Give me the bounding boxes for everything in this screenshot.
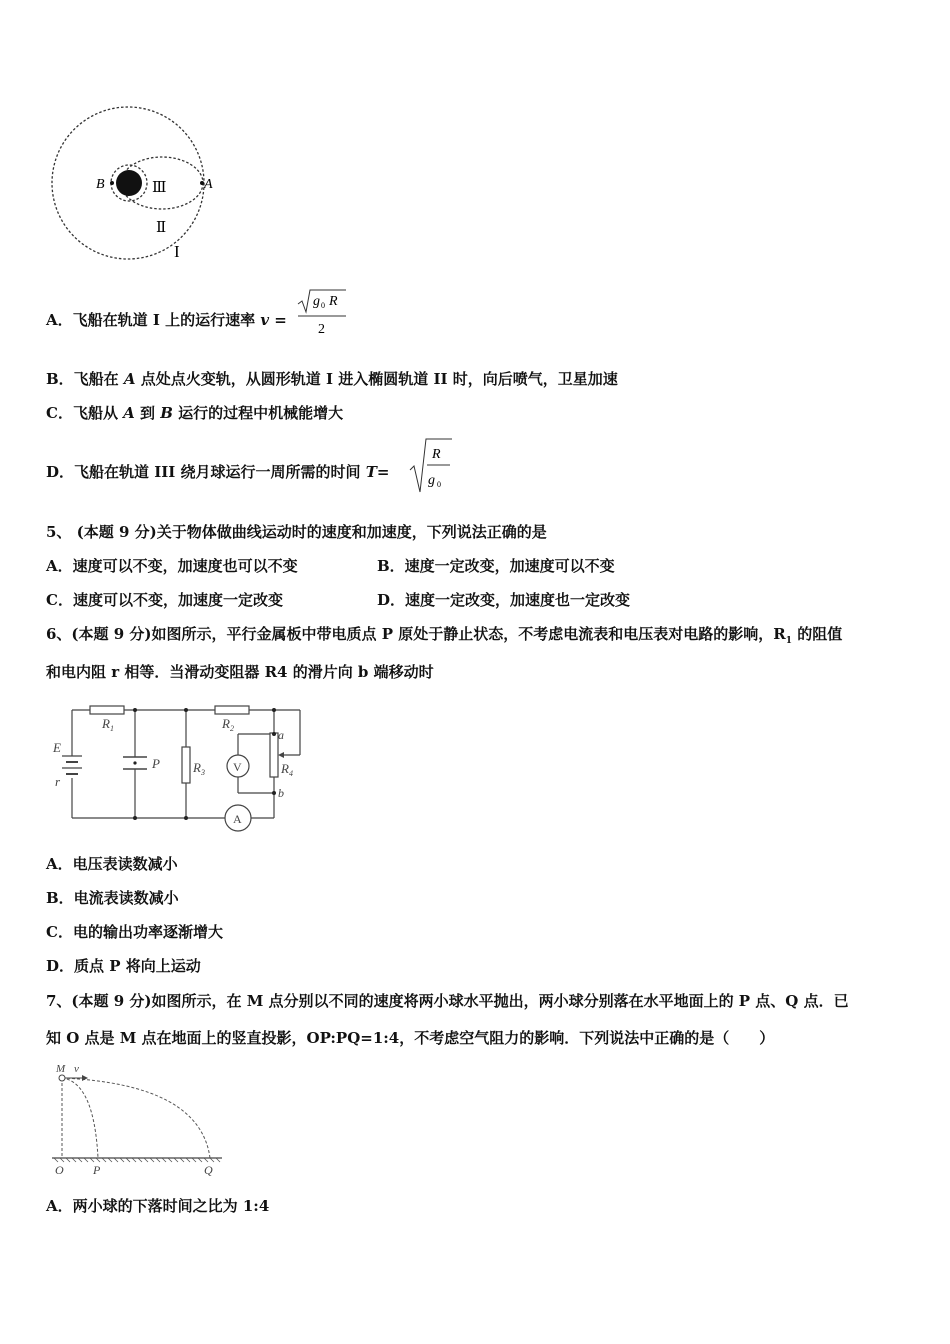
q6-option-a: A．电压表读数减小 (46, 855, 178, 873)
formula-g: g (428, 473, 435, 488)
q6-stem-line2: 和电内阻 r 相等．当滑动变阻器 R4 的滑片向 b 端移动时 (46, 663, 434, 681)
formula-g-sub: 0 (321, 301, 325, 310)
moon-body (116, 170, 142, 196)
circuit-diagram (50, 700, 310, 840)
label-q: Q (204, 1163, 213, 1177)
formula-g: g (313, 294, 320, 309)
q5-option-c: C．速度可以不变，加速度一定改变 (46, 591, 283, 609)
q7-stem-line1: 7、(本题 9 分)如图所示，在 M 点分别以不同的速度将两小球水平抛出，两小球分别落在水平地面上的 P 点、Q 点．已 (46, 992, 849, 1010)
label-A: A (204, 177, 213, 192)
label-III: Ⅲ (152, 180, 167, 196)
q4-option-a: A．飞船在轨道 I 上的运行速率 v = (46, 311, 287, 329)
q4-option-d: D．飞船在轨道 III 绕月球运行一周所需的时间 T= (46, 463, 390, 481)
label-r1: $R_1$ (102, 716, 114, 733)
label-p: P (93, 1163, 101, 1177)
formula-R: R (432, 447, 441, 462)
label-B: B (96, 177, 105, 192)
q4-option-b: B．飞船在 A 点处点火变轨，从圆形轨道 I 进入椭圆轨道 II 时，向后喷气，卫星加速 (46, 370, 618, 388)
q5-option-d: D．速度一定改变，加速度也一定改变 (377, 591, 631, 609)
label-p: P (152, 756, 160, 771)
particle-p (133, 761, 136, 764)
label-b-terminal: b (278, 786, 284, 800)
trajectory-to-p (62, 1078, 98, 1158)
q4-option-a-formula (296, 286, 352, 338)
resistor-r1 (90, 706, 124, 714)
formula-g-sub: 0 (437, 480, 441, 489)
projectile-diagram (50, 1062, 230, 1182)
q5-option-a: A．速度可以不变，加速度也可以不变 (46, 557, 298, 575)
battery (62, 756, 82, 774)
label-m: M (56, 1063, 66, 1075)
q6-option-b: B．电流表读数减小 (46, 889, 179, 907)
velocity-arrowhead (82, 1075, 88, 1081)
q5-option-b: B．速度一定改变，加速度可以不变 (377, 557, 615, 575)
label-ammeter: A (233, 812, 242, 826)
q7-stem-line2: 知 O 点是 M 点在地面上的竖直投影，OP:PQ=1:4，不考虑空气阻力的影响．下列说法中正确的是（ ） (46, 1029, 775, 1047)
q4-option-c: C．飞船从 A 到 B 运行的过程中机械能增大 (46, 404, 344, 422)
label-e: E (53, 740, 61, 755)
label-a-terminal: a (278, 728, 284, 742)
q7-option-a: A．两小球的下落时间之比为 1:4 (46, 1197, 270, 1215)
q4-option-d-formula (408, 436, 456, 496)
label-r3: $R_3$ (193, 760, 205, 777)
orbit-diagram (46, 105, 226, 265)
q6-option-c: C．电的输出功率逐渐增大 (46, 923, 223, 941)
label-o: O (55, 1163, 64, 1177)
label-r2: $R_2$ (222, 716, 234, 733)
formula-R: R (329, 294, 338, 309)
slider-arrow (278, 752, 284, 758)
trajectory-to-q (62, 1078, 210, 1158)
q5-stem: 5、 (本题 9 分)关于物体做曲线运动时的速度和加速度，下列说法正确的是 (46, 523, 547, 541)
resistor-r3 (182, 747, 190, 783)
label-v: v (74, 1063, 79, 1075)
q6-option-d: D．质点 P 将向上运动 (46, 957, 201, 975)
label-r: r (55, 774, 61, 789)
q6-stem-line1: 6、(本题 9 分)如图所示，平行金属板中带电质点 P 原处于静止状态，不考虑电流表和电压表对电路的影响，$R_1$ 的阻值 (46, 625, 843, 646)
label-II: Ⅱ (156, 220, 167, 236)
point-B-dot (110, 181, 114, 185)
resistor-r4 (270, 733, 278, 777)
label-v: V (233, 760, 242, 774)
formula-denominator: 2 (318, 322, 325, 337)
label-r4: $R_4$ (281, 761, 293, 778)
point-m (59, 1075, 65, 1081)
label-I: I (174, 242, 180, 261)
resistor-r2 (215, 706, 249, 714)
